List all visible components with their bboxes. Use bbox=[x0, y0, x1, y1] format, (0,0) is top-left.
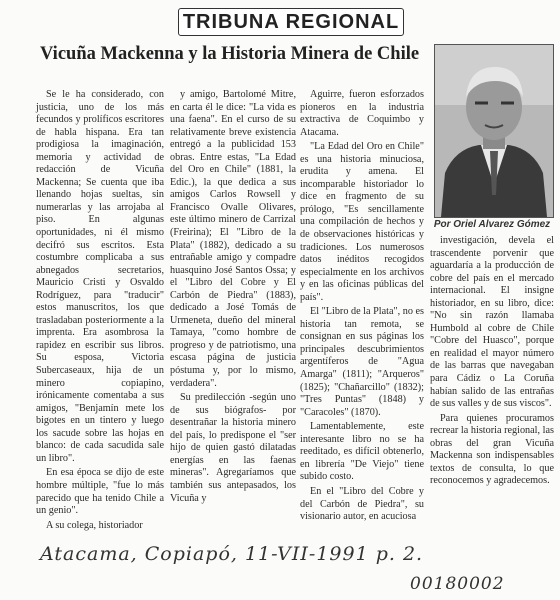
column-1-paragraph: Se le ha considerado, con justicia, uno de los más fecundos y prolíficos escritores de habla hispana. Era tan prodigiosa la imaginación, memoria y actividad de redacción de Vicuña Mackenna; Se cuenta que iba llenando hojas sueltas, sin numerarlas y las arrojaba al piso. En algunas oportunidades, ni él mismo decifró sus escritos. Esta costumbre complicaba a sus abnegados secretarios, Mauricio Cristi y Osvaldo Rodríguez, para "traducir" estos manuscritos, los que trasladaban posteriormente a la imprenta. Era asombrosa la rapidez en escribir sus libros. Su esposa, Victoria Subercaseaux, hija de un minero copiapino, irónicamente comentaba a sus amigos, "Benjamín mete los bigotes en un tintero y luego los sacude sobre las hojas en blanco: de cada sacudida sale un libro". bbox=[36, 89, 164, 464]
column-3-paragraph: El "Libro de la Plata", no es historia tan remota, se consignan en sus páginas los principales descubrimientos argentíferos de "Agua Amarga" (1811); "Arqueros" (1825); "Chañarcillo" (1832); "Tres Puntas" (1848) y "Caracoles" (1870). bbox=[300, 306, 424, 418]
article-column-4 bbox=[430, 235, 554, 488]
column-1-paragraph: A su colega, historiador bbox=[46, 519, 143, 531]
column-4-paragraph: investigación, devela el trascendente porvenir que aguardaría a la producción de cobre del país en el mercado internacional. El insigne historiador, en su libro, dice: "No sin razón llamaba Humbold al cobre de Chile "Cobre del Huasco", porque en realidad el mayor número de las barras que navegaban para Cádiz o La Coruña habían salido de las entrañas de sus valles y de sus viscos". bbox=[430, 235, 554, 410]
column-3-paragraph: Lamentablemente, este interesante libro no se ha reeditado, es difícil obtenerlo, en librería "De Viejo" tiene subido costo. bbox=[300, 421, 424, 483]
article-column-3 bbox=[300, 89, 424, 524]
article-column-2 bbox=[170, 89, 296, 505]
column-3-paragraph: "La Edad del Oro en Chile" es una historia minuciosa, erudita y amena. El incomparable historiador lo dice en fragmento de su prólogo, "Es sencillamente una compilación de hechos y de observaciones históricas y tradiciones. Los numerosos datos inéditos recogidos especialmente en los archivos y en las oficinas públicas del país". bbox=[300, 141, 424, 303]
archive-stamp: 00180002 bbox=[410, 574, 505, 594]
column-3-paragraph: Aguirre, fueron esforzados pioneros en la industria extractiva de Coquimbo y Atacama. bbox=[300, 89, 424, 138]
column-3-paragraph: En el "Libro del Cobre y del Carbón de Piedra", su visionario autor, en acuciosa bbox=[300, 485, 424, 523]
section-banner bbox=[178, 8, 404, 36]
section-banner-text: TRIBUNA REGIONAL bbox=[182, 11, 400, 33]
handwritten-source-note: Atacama, Copiapó, 11-VII-1991 p. 2. bbox=[40, 543, 424, 565]
article-headline: Vicuña Mackenna y la Historia Minera de Chile bbox=[40, 44, 420, 64]
column-2-paragraph: Su predilección -según uno de sus biógrafos- por desentrañar la historia minero del país, lo predispone el "ser hijo de quien gastó dilatadas energías en las faenas mineras". Agregaríamos que también sus antepasados, los Vicuña y bbox=[170, 392, 296, 504]
column-2-paragraph: y amigo, Bartolomé Mitre, en carta él le dice: "La vida es una faena". En el curso de su relativamente breve existencia entregó a la publicidad 153 obras. Entre estas, "La Edad del Oro en Chile" (1881, la Edic.), la que dedica a sus amigos Carlos Rowsell y Francisco Ovalle Olivares, este último minero de Carrizal (Freirina); El "Libro de la Plata" (1882), dedicado a su entrañable amigo y compadre huasquino José Santos Ossa; y el "Libro del Cobre y El Carbón de Piedra" (1883), dedicado a José Tomás de Urmeneta, dueño del mineral Tamaya, "como hombre de progreso y de patriotismo, una escasa página de justicia póstuma y, por lo mismo, verdadera". bbox=[170, 89, 296, 389]
photo-caption: Por Oriel Alvarez Gómez bbox=[433, 219, 551, 230]
column-4-paragraph: Para quienes procuramos recrear la historia regional, las obras del gran Vicuña Mackenna son indispensables textos de consulta, lo que reconocemos y agradecemos. bbox=[430, 412, 554, 487]
author-photo bbox=[434, 44, 554, 218]
author-portrait-image bbox=[435, 45, 553, 217]
column-1-paragraph: En esa época se dijo de este hombre múltiple, "fue lo más parecido que ha tenido Chile a un genio". bbox=[36, 467, 164, 517]
article-column-1 bbox=[36, 89, 164, 532]
